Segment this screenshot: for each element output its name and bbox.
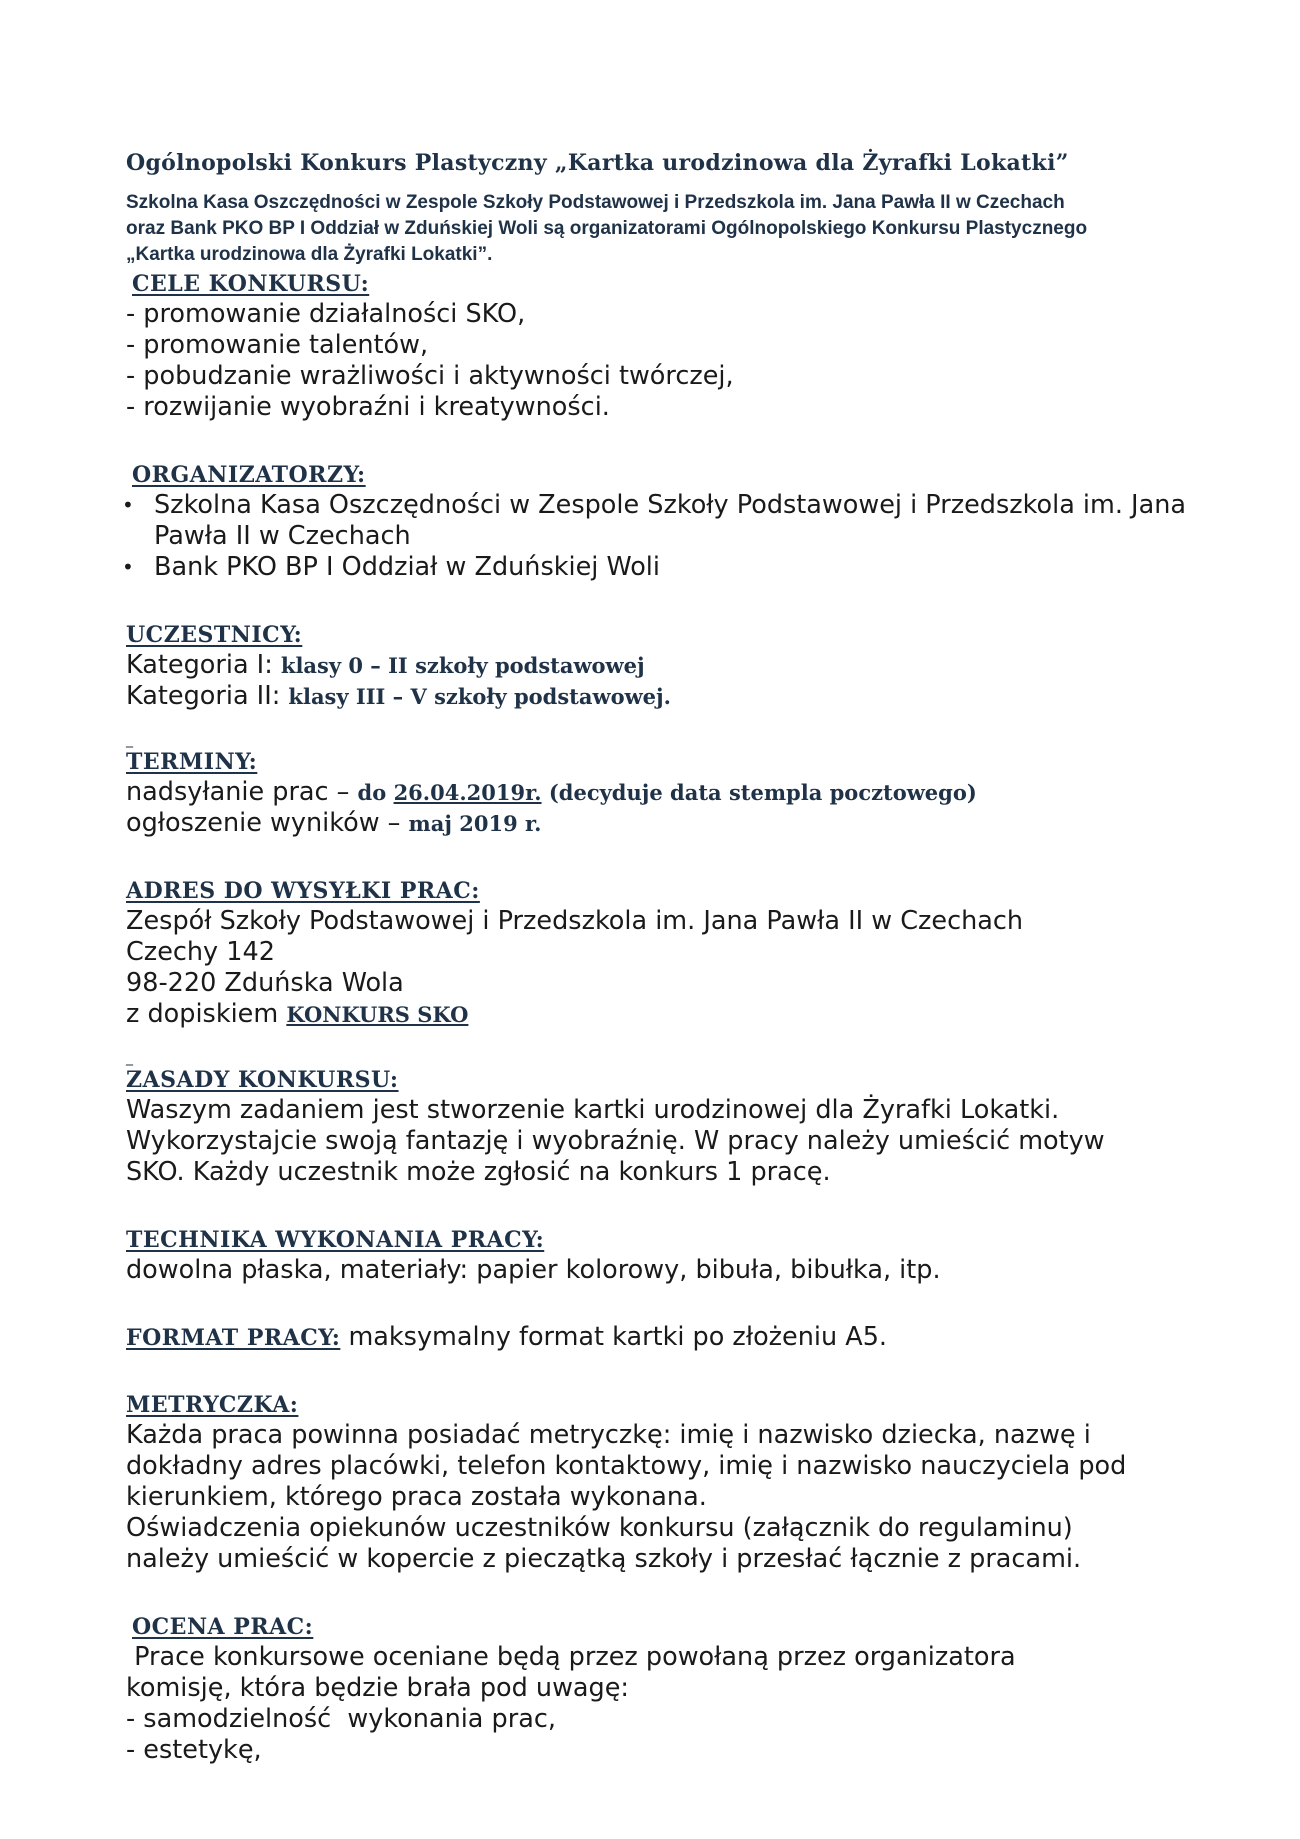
technique-text: dowolna płaska, materiały: papier kolorowy, bibuła, bibułka, itp. — [126, 1255, 941, 1285]
intro-paragraph — [126, 190, 1186, 268]
section-terminy — [126, 734, 1186, 839]
dash-mark: _ — [126, 1050, 133, 1066]
evaluation-line: - estetykę, — [126, 1735, 262, 1765]
heading-zasady: ZASADY KONKURSU: — [126, 1067, 399, 1093]
section-zasady — [126, 1052, 1186, 1188]
format-text: maksymalny format kartki po złożeniu A5. — [340, 1322, 888, 1352]
section-ocena — [126, 1611, 1186, 1766]
category-value: klasy III – V szkoły podstawowej. — [288, 684, 671, 709]
section-format — [126, 1322, 1186, 1353]
metric-line: kierunkiem, którego praca została wykonana. — [126, 1482, 707, 1512]
category-line — [126, 681, 1186, 712]
rules-line: Waszym zadaniem jest stworzenie kartki urodzinowej dla Żyrafki Lokatki. — [126, 1095, 1060, 1125]
dash-mark: _ — [126, 732, 133, 748]
deadline-label: nadsyłanie prac – — [126, 777, 358, 807]
list-item: - pobudzanie wrażliwości i aktywności twórczej, — [126, 361, 734, 391]
intro-line: Szkolna Kasa Oszczędności w Zespole Szkoły Podstawowej i Przedszkola im. Jana Pawła II w Czechach — [126, 192, 1065, 213]
organizer-name: Szkolna Kasa Oszczędności w Zespole Szkoły Podstawowej i Przedszkola im. Jana Pawła II w Czechach — [154, 490, 1186, 551]
section-uczestnicy — [126, 619, 1186, 712]
address-note-label: z dopiskiem — [126, 999, 287, 1029]
section-organizatorzy — [122, 459, 1186, 583]
heading-format: FORMAT PRACY: — [126, 1325, 341, 1351]
deadline-line — [126, 777, 1186, 808]
list-item: - promowanie talentów, — [126, 330, 429, 360]
metric-line: Oświadczenia opiekunów uczestników konkursu (załącznik do regulaminu) — [126, 1513, 1073, 1543]
results-value: maj 2019 r. — [408, 811, 542, 836]
deadline-prefix: do — [357, 780, 394, 805]
metric-line: należy umieścić w kopercie z pieczątką szkoły i przesłać łącznie z pracami. — [126, 1544, 1082, 1574]
document-title: Ogólnopolski Konkurs Plastyczny „Kartka urodzinowa dla Żyrafki Lokatki” — [126, 150, 1069, 176]
address-line: Czechy 142 — [126, 937, 275, 967]
organizers-list — [122, 490, 1186, 583]
category-label: Kategoria II: — [126, 681, 289, 711]
intro-line: „Kartka urodzinowa dla Żyrafki Lokatki”. — [126, 244, 493, 265]
section-technika — [126, 1224, 1186, 1286]
metric-line: Każda praca powinna posiadać metryczkę: imię i nazwisko dziecka, nazwę i — [126, 1420, 1091, 1450]
heading-metryczka: METRYCZKA: — [126, 1392, 299, 1418]
bullet-icon: • — [122, 555, 134, 579]
results-label: ogłoszenie wyników – — [126, 808, 409, 838]
list-item — [122, 552, 1186, 583]
address-note-value: KONKURS SKO — [286, 1002, 469, 1027]
rules-line: SKO. Każdy uczestnik może zgłosić na konkurs 1 pracę. — [126, 1157, 831, 1187]
evaluation-line: - samodzielność wykonania prac, — [126, 1704, 556, 1734]
results-line — [126, 808, 1186, 839]
address-line: 98-220 Zduńska Wola — [126, 968, 404, 998]
heading-uczestnicy: UCZESTNICY: — [126, 622, 303, 648]
organizer-name: Bank PKO BP I Oddział w Zduńskiej Woli — [154, 552, 660, 582]
category-value: klasy 0 – II szkoły podstawowej — [280, 653, 645, 678]
heading-adres: ADRES DO WYSYŁKI PRAC: — [126, 878, 480, 904]
section-adres — [126, 875, 1186, 1030]
heading-cele: CELE KONKURSU: — [132, 271, 370, 297]
list-item: - promowanie działalności SKO, — [126, 299, 526, 329]
category-line — [126, 650, 1186, 681]
deadline-date: 26.04.2019r. — [393, 780, 542, 805]
evaluation-line: Prace konkursowe oceniane będą przez powołaną przez organizatora — [126, 1642, 1016, 1672]
address-note — [126, 999, 1186, 1030]
deadline-note: (decyduje data stempla pocztowego) — [541, 780, 977, 805]
section-cele — [126, 268, 1186, 423]
section-metryczka — [126, 1389, 1186, 1575]
rules-line: Wykorzystajcie swoją fantazję i wyobraźnię. W pracy należy umieścić motyw — [126, 1126, 1105, 1156]
evaluation-line: komisję, która będzie brała pod uwagę: — [126, 1673, 630, 1703]
address-line: Zespół Szkoły Podstawowej i Przedszkola im. Jana Pawła II w Czechach — [126, 906, 1024, 936]
heading-technika: TECHNIKA WYKONANIA PRACY: — [126, 1227, 545, 1253]
bullet-icon: • — [122, 493, 134, 517]
intro-line: oraz Bank PKO BP I Oddział w Zduńskiej Woli są organizatorami Ogólnopolskiego Konkursu Plastycznego — [126, 218, 1088, 239]
metric-line: dokładny adres placówki, telefon kontaktowy, imię i nazwisko nauczyciela pod — [126, 1451, 1127, 1481]
list-item — [122, 490, 1186, 552]
list-item: - rozwijanie wyobraźni i kreatywności. — [126, 392, 610, 422]
category-label: Kategoria I: — [126, 650, 281, 680]
heading-ocena: OCENA PRAC: — [132, 1614, 314, 1640]
heading-terminy: TERMINY: — [126, 749, 258, 775]
document-content — [122, 148, 1186, 1766]
format-line — [126, 1322, 1186, 1353]
heading-organizatorzy: ORGANIZATORZY: — [132, 462, 366, 488]
